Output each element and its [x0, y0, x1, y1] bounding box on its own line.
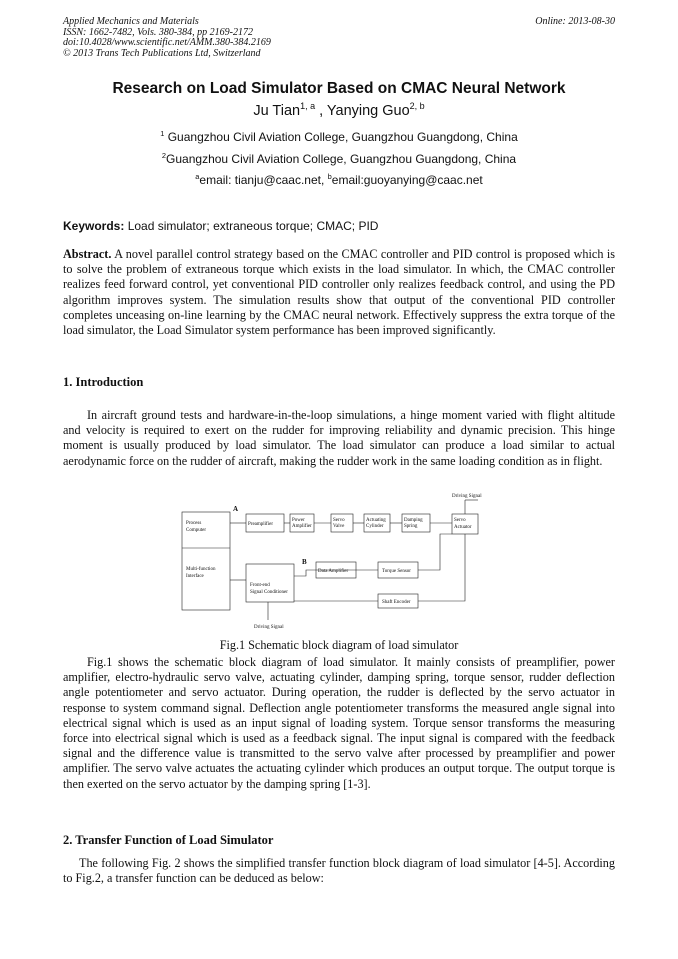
author-1-sup: 1, a [300, 101, 316, 112]
email-a-sup: a [195, 172, 200, 181]
keywords [63, 219, 615, 233]
doi-line: doi:10.4028/www.scientific.net/AMM.380-384.2169 [63, 37, 271, 48]
abstract [63, 247, 615, 338]
keywords-text: Load simulator; extraneous torque; CMAC; PID [124, 219, 379, 233]
journal-name: Applied Mechanics and Materials [63, 16, 199, 27]
servo-actuator-label-2: Actuator [454, 525, 472, 530]
author-2: Yanying Guo [326, 103, 410, 119]
process-computer-label-1: Process [186, 521, 202, 526]
affiliation-2-sup: 2 [161, 151, 167, 160]
figure-1-caption: Fig.1 Schematic block diagram of load simulator [219, 638, 459, 652]
author-2-sup: 2, b [409, 101, 425, 112]
author-1: Ju Tian [253, 103, 301, 119]
servo-valve-label-1: Servo [333, 518, 345, 523]
preamplifier-label: Preamplifier [248, 522, 273, 527]
servo-actuator-box [452, 514, 478, 534]
section-1-heading: 1. Introduction [63, 375, 144, 389]
email-a[interactable]: email: tianju@caac.net, [199, 173, 328, 187]
power-amplifier-label-2: Amplifier [292, 524, 312, 529]
author-separator: , [315, 103, 327, 119]
damping-spring-label-1: Damping [404, 518, 423, 523]
section-2-paragraph-1: The following Fig. 2 shows the simplified transfer function block diagram of load simulator [4-5]. According to Fig.2, a transfer function can be deduced as below: [63, 856, 615, 886]
author-emails [0, 173, 678, 187]
data-amplifier-label: Data Amplifier [318, 569, 349, 574]
driving-signal-top: Driving Signal [452, 494, 482, 499]
affiliation-2-text: Guangzhou Civil Aviation College, Guangzhou Guangdong, China [166, 152, 517, 166]
torque-sensor-label: Torque Sensor [382, 569, 411, 574]
journal-meta [63, 17, 271, 59]
node-a-label: A [233, 505, 239, 513]
shaft-encoder-label: Shaft Encoder [382, 600, 411, 605]
abstract-text: A novel parallel control strategy based on the CMAC controller and PID control is proposed which is to solve the problem of extraneous torque which exists in the load simulator. In which, the CMAC controller realizes feed forward control, yet conventional PID controller only realizes feedback control, and using the PD algorithm improves system. The simulation results show that output of the conventional PID controller completes unceasing on-line learning by the CMAC neural network. Effectively suppress the extra torque of the load simulator, the Load Simulator system performance has been improved significantly. [63, 247, 615, 338]
interface-label-2: Interface [186, 574, 204, 579]
issn-line: ISSN: 1662-7482, Vols. 380-384, pp 2169-2172 [63, 26, 253, 38]
damping-spring-box [402, 514, 430, 532]
email-b[interactable]: email:guoyanying@caac.net [331, 173, 483, 187]
actuating-cylinder-box [364, 514, 390, 532]
servo-valve-box [331, 514, 353, 532]
figure-1-diagram [178, 490, 508, 636]
affiliation-2 [0, 152, 678, 166]
interface-label-1: Multi-function [186, 567, 216, 572]
affiliation-1-text: Guangzhou Civil Aviation College, Guangzhou Guangdong, China [164, 130, 518, 144]
servo-valve-label-2: Valve [333, 524, 345, 529]
power-amplifier-box [290, 514, 314, 532]
power-amplifier-label-1: Power [292, 518, 305, 523]
keywords-label: Keywords: [63, 219, 125, 233]
affiliation-1 [0, 130, 678, 144]
driving-signal-bottom: Driving Signal [254, 625, 284, 630]
abstract-label: Abstract. [63, 247, 112, 261]
online-date: Online: 2013-08-30 [535, 16, 615, 27]
actuating-cylinder-label-2: Cylinder [366, 524, 384, 529]
section-2-heading: 2. Transfer Function of Load Simulator [63, 833, 274, 847]
intro-paragraph-1: In aircraft ground tests and hardware-in-the-loop simulations, a hinge moment varied with flight altitude and velocity is required to exert on the rudder for improving reliability and dynamic precision. This hinge moment is usually produced by load simulator. The load simulator can produce a load similar to actual aerodynamic force on the rudder of aircraft, making the rudder work in the same loading condition as in flight. [63, 408, 615, 468]
signal-conditioner-label-2: Signal Conditioner [250, 590, 288, 595]
actuating-cylinder-label-1: Actuating [366, 518, 386, 523]
node-b-label: B [302, 558, 307, 566]
intro-paragraph-2: Fig.1 shows the schematic block diagram of load simulator. It mainly consists of preamplifier, power amplifier, electro-hydraulic servo valve, actuating cylinder, damping spring, torque sensor, rudder deflection angle potentiometer and servo actuator. During operation, the rudder is deflected by the servo actuator in response to system command signal. Deflection angle potentiometer transforms the measured angle signal into electrical signal which is used as an input signal of loading system. Torque sensor transforms the measuring force into electrical signal which is used as a feedback signal. The input signal is compared with the feedback signal and the difference value is transmitted to the servo valve after processed by preamplifier and power amplifier. The servo valve actuates the actuating cylinder which produces an output torque. The output torque is then exerted on the servo actuator by the damping spring [1-3]. [63, 655, 615, 791]
email-b-sup: b [327, 172, 332, 181]
affiliation-1-sup: 1 [160, 129, 165, 138]
damping-spring-label-2: Spring [404, 524, 418, 529]
author-line [0, 103, 678, 119]
paper-title: Research on Load Simulator Based on CMAC Neural Network [112, 80, 566, 97]
process-computer-label-2: Computer [186, 528, 206, 533]
signal-conditioner-label-1: Front-end [250, 583, 270, 588]
copyright-line: © 2013 Trans Tech Publications Ltd, Switzerland [63, 47, 261, 59]
servo-actuator-label-1: Servo [454, 518, 466, 523]
process-computer-box [182, 512, 230, 610]
